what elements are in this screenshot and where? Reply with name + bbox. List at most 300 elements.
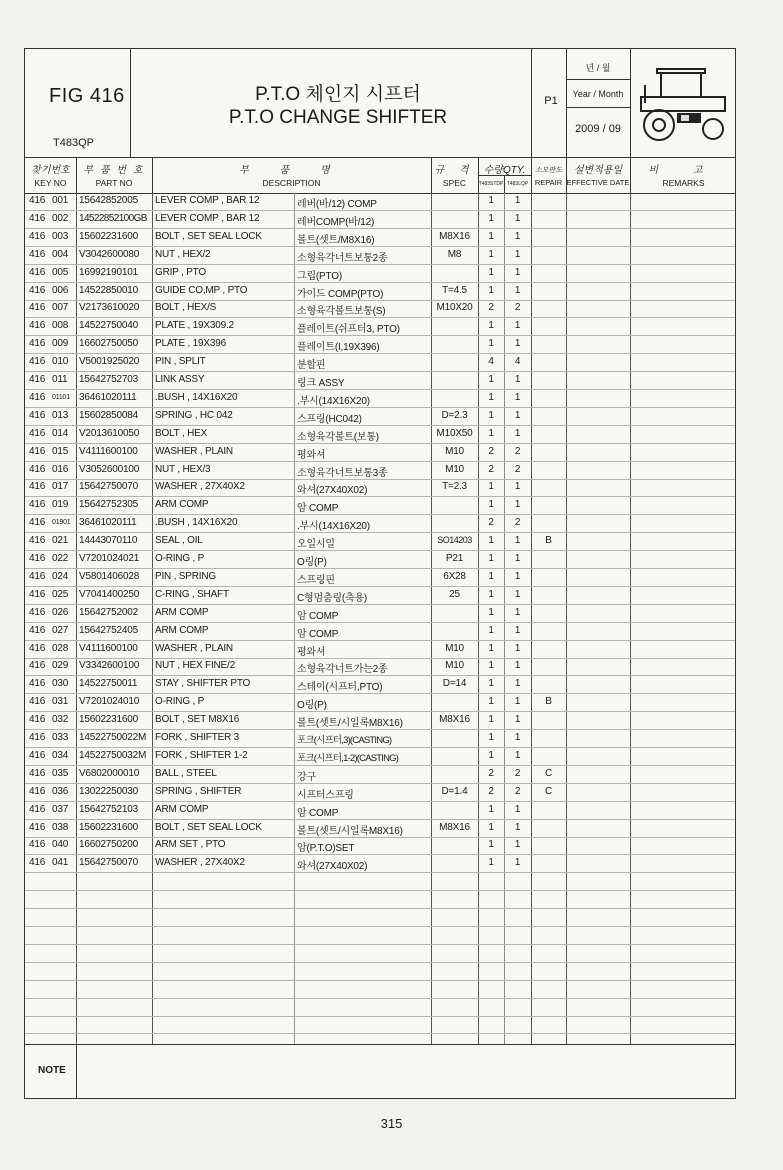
remarks-header: REMARKS	[662, 178, 705, 188]
cell-fig: 416	[29, 248, 46, 260]
cell-part: V2013610050	[79, 427, 140, 439]
cell-spec: 6X28	[443, 570, 466, 582]
cell-no: 01101	[52, 393, 70, 401]
table-row	[25, 533, 735, 551]
cell-desc-ko: 와셔(27X40X02)	[297, 861, 368, 873]
cell-part: 14522750040	[79, 320, 138, 332]
cell-part: 14522850010	[79, 284, 138, 296]
cell-desc-en: .BUSH , 14X16X20	[155, 517, 238, 529]
cell-spec: T=4.5	[442, 284, 467, 296]
cell-desc-ko: 암 COMP	[297, 610, 339, 622]
cell-q2: 2	[514, 463, 521, 475]
cell-q1: 1	[488, 409, 494, 421]
cell-desc-en: WASHER , 27X40X2	[155, 481, 245, 493]
page-number: 315	[380, 1116, 403, 1131]
cell-q2: 1	[514, 391, 521, 403]
cell-no: 017	[52, 481, 69, 493]
key-no-header: KEY NO	[34, 178, 67, 188]
cell-desc-ko: 플레이트(쉬프터3, PTO)	[297, 324, 400, 336]
spec-header-ko: 규 격	[434, 165, 475, 176]
cell-q2: 1	[514, 212, 521, 224]
cell-spec: SO14203	[437, 535, 472, 546]
cell-desc-ko: .부시(14X16X20)	[297, 521, 370, 533]
table-row	[25, 587, 735, 605]
cell-q1: 1	[488, 749, 494, 761]
cell-q2: 1	[514, 606, 521, 618]
table-row	[25, 229, 735, 247]
cell-no: 030	[52, 678, 69, 690]
cell-part: 15642752002	[79, 606, 138, 618]
cell-desc-ko: 링크 ASSY	[297, 378, 345, 389]
cell-q1: 1	[488, 696, 494, 708]
cell-q2: 1	[514, 839, 521, 851]
cell-desc-ko: 암 COMP	[297, 628, 339, 640]
cell-desc-en: NUT , HEX/3	[155, 463, 211, 475]
repair-header: REPAIR	[534, 178, 563, 187]
cell-fig: 416	[29, 678, 46, 690]
cell-fig: 416	[29, 642, 46, 654]
cell-q1: 2	[488, 445, 494, 457]
cell-q1: 1	[488, 624, 494, 636]
cell-no: 033	[52, 732, 69, 743]
table-row	[25, 837, 735, 855]
cell-no: 025	[52, 588, 69, 600]
cell-part: 14522750022M	[79, 732, 147, 743]
cell-part: V5801406028	[79, 570, 140, 582]
cell-desc-ko: 암 COMP	[297, 503, 339, 515]
cell-desc-ko: 와셔(27X40X02)	[297, 485, 368, 497]
cell-q2: 1	[514, 338, 521, 350]
cell-q1: 1	[488, 320, 494, 332]
cell-repair: B	[545, 535, 552, 547]
cell-part: 14522852100GB	[79, 212, 147, 224]
cell-no: 015	[52, 445, 69, 457]
cell-desc-ko: 볼트(셋트/시일록M8X16)	[297, 825, 403, 837]
cell-desc-ko: 그립(PTO)	[297, 270, 342, 282]
cell-fig: 416	[29, 857, 46, 869]
cell-fig: 416	[29, 767, 46, 779]
cell-q2: 1	[514, 857, 521, 869]
cell-q2: 1	[514, 266, 521, 278]
table-row	[25, 730, 735, 748]
cell-fig: 416	[29, 230, 46, 242]
cell-part: 15642752305	[79, 499, 138, 511]
cell-q2: 1	[514, 284, 521, 296]
cell-no: 009	[52, 338, 69, 350]
cell-no: 01901	[52, 519, 71, 527]
remarks-header-ko: 비 고	[648, 165, 719, 176]
table-row	[25, 641, 735, 659]
key-no-header-ko: 찾기번호	[31, 165, 70, 176]
cell-no: 032	[52, 714, 69, 726]
cell-no: 027	[52, 624, 69, 636]
cell-q2: 1	[514, 749, 521, 761]
cell-part: 15642750070	[79, 481, 138, 493]
cell-fig: 416	[29, 570, 46, 582]
cell-q1: 1	[488, 732, 494, 743]
cell-q1: 2	[488, 463, 494, 475]
cell-part: 14522750011	[79, 678, 138, 690]
cell-fig: 416	[29, 284, 46, 296]
cell-part: 15602231600	[79, 821, 138, 833]
table-row	[25, 569, 735, 587]
table-row	[25, 354, 735, 372]
cell-desc-en: SEAL , OIL	[155, 535, 203, 547]
cell-q1: 1	[488, 212, 494, 224]
cell-q2: 1	[514, 821, 521, 833]
cell-desc-en: STAY , SHIFTER PTO	[155, 678, 251, 690]
table-row	[25, 372, 735, 390]
column-headers	[25, 157, 735, 194]
table-row	[25, 193, 735, 211]
table-row	[25, 497, 735, 515]
cell-spec: M8X16	[439, 821, 470, 833]
cell-no: 022	[52, 553, 69, 564]
cell-fig: 416	[29, 714, 46, 726]
cell-fig: 416	[29, 732, 46, 743]
cell-fig: 416	[29, 481, 46, 493]
cell-spec: M8X16	[439, 230, 470, 242]
cell-q2: 1	[514, 374, 521, 385]
table-row	[25, 605, 735, 623]
cell-desc-ko: 소형육각너트보통2종	[297, 252, 388, 264]
empty-row	[25, 927, 735, 945]
parts-sheet	[24, 48, 736, 1099]
cell-q2: 1	[514, 427, 521, 439]
cell-part: 15602231600	[79, 230, 138, 242]
cell-spec: M10	[445, 660, 464, 672]
cell-q1: 1	[488, 857, 494, 869]
cell-desc-ko: 레버COMP(바/12)	[297, 216, 375, 228]
cell-no: 038	[52, 821, 69, 833]
cell-part: 15642752103	[79, 803, 138, 815]
title-korean: P.T.O 체인지 시프터	[255, 84, 421, 105]
cell-no: 007	[52, 302, 69, 314]
cell-part: 14443070110	[79, 535, 138, 547]
cell-desc-ko: 스테이(시프터,PTO)	[297, 682, 383, 694]
cell-desc-ko: .부시(14X16X20)	[297, 395, 370, 407]
cell-no: 024	[52, 570, 69, 582]
cell-desc-en: GUIDE CO,MP , PTO	[155, 284, 248, 296]
cell-repair: B	[545, 696, 552, 708]
cell-spec: M10	[445, 445, 464, 457]
cell-spec: T=2.3	[442, 481, 467, 493]
qty-sub-lqp: T483LQP	[506, 181, 529, 187]
cell-q2: 1	[514, 570, 521, 582]
cell-q2: 2	[514, 785, 521, 797]
empty-row	[25, 999, 735, 1017]
cell-no: 004	[52, 248, 69, 260]
cell-part: V4111600100	[79, 642, 138, 654]
cell-q1: 1	[488, 678, 494, 690]
figure-number: FIG 416	[49, 85, 125, 107]
cell-spec: M10X20	[436, 302, 473, 314]
cell-part: 13022250030	[79, 785, 138, 797]
table-row	[25, 694, 735, 712]
cell-desc-ko: C형멈춤링(축용)	[297, 592, 368, 604]
cell-desc-en: NUT , HEX FINE/2	[155, 660, 235, 672]
cell-q1: 1	[488, 553, 494, 564]
cell-part: V7041400250	[79, 588, 140, 600]
cell-part: 15642752405	[79, 624, 138, 636]
cell-no: 031	[52, 696, 69, 708]
cell-q2: 2	[514, 445, 521, 457]
cell-no: 003	[52, 230, 69, 242]
cell-desc-ko: 시프터스프링	[297, 789, 354, 801]
cell-q2: 1	[514, 535, 521, 547]
cell-desc-ko: 암(P.T.O)SET	[297, 843, 355, 855]
cell-part: V6802000010	[79, 767, 140, 779]
empty-row	[25, 873, 735, 891]
cell-q1: 2	[488, 767, 494, 779]
cell-spec: M10	[445, 642, 464, 654]
cell-q2: 1	[514, 624, 521, 636]
cell-no: 029	[52, 660, 69, 672]
cell-no: 013	[52, 409, 69, 421]
cell-desc-en: BOLT , HEX/S	[155, 302, 217, 314]
cell-desc-ko: 레버(바/12) COMP	[297, 199, 377, 210]
cell-fig: 416	[29, 356, 46, 368]
cell-no: 034	[52, 749, 69, 761]
cell-desc-en: ARM COMP	[155, 803, 209, 815]
cell-q1: 1	[488, 803, 494, 815]
cell-q2: 1	[514, 499, 521, 511]
cell-q2: 1	[514, 642, 521, 654]
cell-fig: 416	[29, 535, 46, 547]
cell-spec: D=2.3	[441, 409, 468, 421]
cell-desc-en: PLATE , 19X396	[155, 338, 226, 350]
table-row	[25, 336, 735, 354]
table-row	[25, 658, 735, 676]
empty-row	[25, 909, 735, 927]
cell-part: V3342600100	[79, 660, 140, 672]
cell-fig: 416	[29, 195, 46, 206]
cell-part: 36461020111	[79, 391, 137, 403]
cell-desc-en: O-RING , P	[155, 553, 205, 564]
cell-fig: 416	[29, 696, 46, 708]
cell-fig: 416	[29, 839, 46, 851]
cell-part: V5001925020	[79, 356, 140, 368]
cell-desc-en: NUT , HEX/2	[155, 248, 211, 260]
cell-desc-en: PIN , SPRING	[155, 570, 216, 582]
table-row	[25, 247, 735, 265]
cell-spec: D=1.4	[441, 785, 468, 797]
cell-desc-en: PIN , SPLIT	[155, 356, 206, 368]
cell-fig: 416	[29, 445, 46, 457]
cell-q1: 1	[488, 642, 494, 654]
cell-q1: 1	[488, 499, 494, 511]
cell-q2: 1	[514, 248, 521, 260]
table-row	[25, 211, 735, 229]
cell-part: 16602750050	[79, 338, 138, 350]
cell-desc-en: FORK , SHIFTER 3	[155, 732, 240, 743]
cell-fig: 416	[29, 266, 46, 278]
table-row	[25, 479, 735, 497]
table-row	[25, 300, 735, 318]
table-row	[25, 820, 735, 838]
cell-q1: 1	[488, 195, 494, 206]
cell-q2: 1	[514, 588, 521, 600]
cell-fig: 416	[29, 302, 46, 314]
cell-desc-en: BOLT , HEX	[155, 427, 208, 439]
table-row	[25, 766, 735, 784]
table-row	[25, 784, 735, 802]
cell-no: 028	[52, 642, 69, 654]
cell-desc-ko: 소형육각볼트보통(S)	[297, 306, 386, 318]
table-row	[25, 748, 735, 766]
note-section	[25, 1044, 735, 1099]
year-month-label-ko: 년 / 월	[585, 63, 611, 73]
cell-no: 005	[52, 266, 69, 278]
cell-fig: 416	[29, 517, 46, 529]
cell-q2: 2	[514, 302, 521, 314]
cell-desc-ko: 소형육각볼트(보통)	[297, 431, 379, 443]
cell-fig: 416	[29, 338, 46, 350]
table-row	[25, 390, 735, 408]
cell-part: 15602850084	[79, 409, 138, 421]
cell-q2: 1	[514, 195, 521, 206]
effective-date-header-ko: 설변적용일	[573, 165, 623, 176]
empty-row	[25, 981, 735, 999]
cell-no: 016	[52, 463, 69, 475]
cell-part: V2173610020	[79, 302, 140, 314]
cell-spec: M8	[447, 248, 462, 260]
cell-fig: 416	[29, 588, 46, 600]
year-month-label-en: Year / Month	[572, 89, 624, 99]
cell-q1: 1	[488, 284, 494, 296]
cell-desc-ko: 분할핀	[297, 360, 326, 372]
cell-q1: 1	[488, 588, 494, 600]
cell-desc-ko: 볼트(셋트/시일록M8X16)	[297, 718, 403, 730]
cell-part: 16992190101	[79, 266, 138, 278]
cell-desc-ko: 소형육각너트보통3종	[297, 467, 388, 479]
cell-spec: M10	[445, 463, 464, 475]
cell-q2: 1	[514, 553, 521, 564]
cell-no: 021	[52, 535, 69, 547]
cell-part: 15642852005	[79, 195, 138, 206]
cell-part: 16602750200	[79, 839, 138, 851]
title-english: P.T.O CHANGE SHIFTER	[228, 107, 448, 128]
tractor-icon	[637, 63, 729, 143]
cell-desc-en: O-RING , P	[155, 696, 205, 708]
cell-fig: 416	[29, 624, 46, 636]
cell-q1: 1	[488, 606, 494, 618]
cell-desc-ko: 평와셔	[297, 646, 326, 658]
header-block	[25, 49, 735, 158]
cell-no: 040	[52, 839, 69, 851]
page-code: P1	[544, 95, 558, 107]
cell-desc-en: WASHER , 27X40X2	[155, 857, 245, 869]
cell-part: 15642752703	[79, 374, 138, 385]
cell-q2: 1	[514, 803, 521, 815]
cell-q1: 1	[488, 481, 494, 493]
table-row	[25, 283, 735, 301]
cell-fig: 416	[29, 606, 46, 618]
cell-no: 036	[52, 785, 69, 797]
cell-desc-en: BOLT , SET SEAL LOCK	[155, 230, 262, 242]
cell-desc-ko: 스프링(HC042)	[297, 413, 362, 425]
cell-fig: 416	[29, 374, 46, 385]
table-row	[25, 265, 735, 283]
cell-no: 011	[52, 374, 68, 385]
cell-q2: 1	[514, 481, 521, 493]
table-row	[25, 444, 735, 462]
cell-no: 006	[52, 284, 69, 296]
cell-desc-en: SPRING , HC 042	[155, 409, 233, 421]
cell-spec: 25	[449, 588, 460, 600]
cell-desc-en: FORK , SHIFTER 1-2	[155, 749, 248, 761]
cell-desc-ko: O링(P)	[297, 557, 327, 568]
cell-fig: 416	[29, 499, 46, 511]
cell-desc-ko: 가이드 COMP(PTO)	[297, 288, 384, 300]
cell-q2: 4	[514, 356, 521, 368]
cell-part: V7201024021	[79, 553, 140, 564]
cell-q1: 1	[488, 391, 494, 403]
cell-spec: M10X50	[436, 427, 473, 439]
cell-q2: 1	[514, 678, 521, 690]
cell-q1: 1	[488, 535, 494, 547]
cell-desc-ko: 포크(시프터,1-2)(CASTING)	[297, 752, 399, 764]
cell-desc-en: PLATE , 19X309.2	[155, 320, 234, 332]
cell-q1: 1	[488, 248, 494, 260]
cell-desc-en: ARM SET , PTO	[155, 839, 226, 851]
cell-desc-ko: 플레이트(I,19X396)	[297, 342, 380, 354]
table-row	[25, 515, 735, 533]
cell-desc-en: GRIP , PTO	[155, 266, 206, 278]
qty-header: 수량QTY.	[483, 165, 526, 176]
cell-q1: 2	[488, 517, 494, 529]
table-row	[25, 551, 735, 569]
cell-part: 14522750032M	[79, 749, 147, 761]
cell-part: V7201024010	[79, 696, 140, 708]
cell-no: 035	[52, 767, 69, 779]
cell-fig: 416	[29, 391, 46, 403]
cell-part: V4111600100	[79, 445, 138, 457]
cell-q1: 1	[488, 660, 494, 672]
cell-desc-en: ARM COMP	[155, 624, 209, 636]
table-row	[25, 462, 735, 480]
cell-desc-en: WASHER , PLAIN	[155, 642, 233, 654]
cell-spec: D=14	[442, 678, 467, 690]
description-header: DESCRIPTION	[262, 178, 321, 188]
cell-desc-en: ARM COMP	[155, 606, 209, 618]
cell-q1: 2	[488, 302, 494, 314]
cell-desc-en: LEVER COMP , BAR 12	[155, 195, 260, 206]
cell-q2: 1	[514, 230, 521, 242]
table-row	[25, 802, 735, 820]
spec-header: SPEC	[442, 178, 467, 188]
cell-desc-en: C-RING , SHAFT	[155, 588, 229, 600]
empty-row	[25, 1016, 735, 1034]
cell-desc-ko: 포크(시프터,3)(CASTING)	[297, 735, 392, 746]
cell-repair: C	[544, 767, 553, 779]
cell-desc-ko: 암 COMP	[297, 807, 339, 819]
cell-no: 001	[52, 195, 69, 206]
cell-desc-en: ARM COMP	[155, 499, 209, 511]
table-row	[25, 623, 735, 641]
cell-repair: C	[544, 785, 553, 797]
cell-desc-en: LEVER COMP , BAR 12	[155, 212, 260, 224]
qty-sub-std: T483STDP	[478, 181, 504, 187]
cell-part: 15642750070	[79, 857, 138, 869]
cell-fig: 416	[29, 427, 46, 439]
cell-q1: 1	[488, 266, 494, 278]
model-code: T483QP	[53, 137, 94, 149]
cell-fig: 416	[29, 803, 46, 815]
description-header-ko: 부 품 명	[239, 165, 344, 176]
cell-q1: 1	[488, 338, 494, 350]
cell-fig: 416	[29, 821, 46, 833]
